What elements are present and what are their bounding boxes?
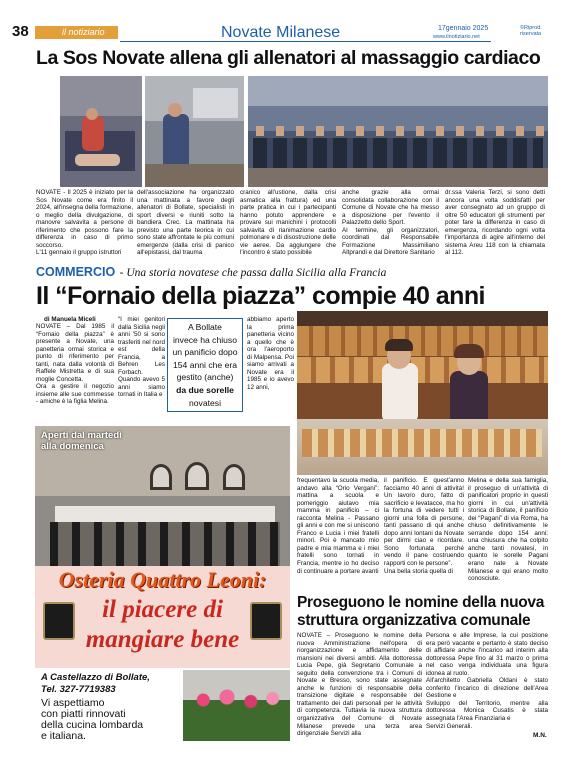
photo-bakery: [297, 311, 548, 475]
callout-line: invece ha chiuso: [172, 334, 238, 345]
lion-logo-right: [250, 602, 282, 640]
mirror-2: [185, 462, 209, 490]
ad-address: A Castellazzo di Bollate,: [41, 672, 150, 683]
article2-kicker-line: [36, 263, 386, 281]
article2-col6: Melina e della sua famiglia, il proseguo di un'attività di panificatori proprio in questi giorni in cui un'attività storica di Bollate, il panificio dei “Pagani” di via Roma, ha chiuso definitivamente le serrande dopo 154 anni: una chiusura che ha colpito anche tanti novatesi, in quanto le sorelle Pagani erano nate a Novate Milanese e qui erano molto conosciute.: [468, 477, 548, 583]
article1-headline: La Sos Novate allena gli allenatori al massaggio cardiaco: [36, 47, 541, 69]
callout-line: gestito (anche): [176, 372, 234, 383]
photo-instructor: [145, 76, 244, 187]
article2-col4: frequentavo la scuola media, andavo alla “Orio Vergani”: mattina a scuola e pomeriggio aiutavo mia mamma in panificio – ci racconta Melina - Passano gli anni e con me si uniscono Franco e Lucia i miei fratelli minori. Poi è mancato mio padre e mia mamma e i miei fratelli sono tornati in Francia, mentre io ho deciso di continuare a portare avanti: [297, 477, 379, 575]
article2-col1: NOVATE – Dal 1985 il “Fornaio della piazza” è presente a Novate, una panetteria ormai storica e punto di riferimento per tanti, nata dalla volontà di Raffele Mistretta e di sua moglie Concetta. Ora a gestire il negozio insieme alle sue commesse - amiche è la figlia Melina.: [36, 323, 114, 406]
osteria-ad: [35, 426, 290, 741]
article1-col4: anche grazie alla ormai consolidata collaborazione con il Comune di Novate che ha messo a disposizione per l'evento il Palazzetto dello Sport. Al termine, gli organizzatori, coordinati dal Responsabile Formazione Massimiliano Altprandi e dal Direttore Sanitario: [342, 189, 439, 257]
baker-left: [382, 363, 418, 423]
photo-cpr-training: [60, 76, 142, 187]
article3-col1: NOVATE – Proseguono le nomine della nuova Amministrazione nell'opera di riorganizzazione e affidamento delle mansioni nei diversi ambiti. Alla dottoressa Lucia Pepe, già Segretario Comunale a seguito della convenzione tra i Comuni di Novate e Bresso, sono state assegnate anche le funzioni di responsabile della transizione digitale e responsabile del trattamento dei dati personali per le attività di competenza. Tuttavia la nuova struttura organizzativa del Comune di Novate Milanese prevede una terza area dirigenziale Servizi alla: [297, 632, 422, 738]
callout-box: [167, 318, 243, 412]
article3-headline-2: struttura organizzativa comunale: [297, 612, 531, 629]
article3-col2: Persona e alle Imprese, la cui posizione era però vacante e pertanto è stato deciso di affidare anche l'incarico ad interim alla dottoressa Pepe fino al 31 marzo o prima nel caso venga individuata una figura idonea al ruolo. All'architetto Gabriella Oldani è stato conferito l'incarico di direzione dell'Area Gestione e Sviluppo del Territorio, mentre alla dottoressa Monica Cusatis è stata assegnata l'Area Finanziaria e Servizi Generali.: [426, 632, 548, 730]
ad-tagline-1: il piacere di: [102, 596, 223, 623]
article3-signature: M.N.: [533, 732, 547, 739]
page-number: 38: [12, 23, 29, 40]
callout-line: da due sorelle: [176, 384, 234, 395]
issue-date: 17gennaio 2025: [438, 25, 489, 32]
ad-phone[interactable]: Tel. 327-7719383: [41, 684, 116, 695]
flowers-photo: [183, 670, 290, 741]
article2-byline: di Manuela Miceli: [44, 316, 96, 323]
website-link[interactable]: www.ilnotiziario.net: [433, 34, 480, 40]
section-title: Novate Milanese: [221, 24, 341, 41]
flower-cluster: [189, 685, 284, 715]
article2-col5: il panificio. E quest'anno facciamo 40 anni di attività! Un lavoro duro, fatto di sacrificio e levatacce, ma ho la fortuna di vedere tutti i giorni una folla di persone, tanti passano di qui anche dopo anni lontani da Novate per dirmi ciao e ricordare. Sono fortunata perché vendo il pane costruendo rapporti con le persone”. Una bella storia quella di: [384, 477, 464, 575]
trainee-shape: [82, 116, 104, 151]
section-rule: [120, 41, 491, 42]
bread-shelf-top: [297, 326, 548, 356]
photo-audience: [248, 76, 548, 187]
brand-name: il notiziario: [62, 26, 105, 37]
ad-tagline-2: mangiare bene: [85, 626, 240, 653]
faces-row: [256, 126, 544, 136]
article2-col2: “I miei genitori dalla Sicilia negli anni '50 si sono trasferiti nel nord est della Francia, a Behren Les Forbach. Quando avevo 5 anni siamo tornati in Italia e: [118, 316, 165, 399]
callout-line: novatesi: [188, 397, 221, 408]
chairs-shape: [50, 522, 280, 566]
callout-line: A Bollate: [188, 322, 222, 332]
rights-notice: ©Riprod. riservata: [520, 25, 542, 37]
ad-body: Vi aspettiamo con piatti rinnovati della cucina lombarda e italiana.: [41, 697, 144, 742]
pastry-tray: [302, 429, 542, 457]
masthead: [0, 0, 580, 44]
article1-col1: NOVATE - Il 2025 è iniziato per la Sos Novate come era finito il 2024, all'insegna della formazione, o meglio della divulgazione, di manovre salvavita a persone di riferimento che possono fare la differenza in caso di primo soccorso. L'11 gennaio il gruppo istruttori: [36, 189, 133, 257]
bread-shelf-mid: [297, 357, 548, 383]
ad-restaurant-name: Osteria Quattro Leoni:: [58, 567, 267, 592]
seated-row: [253, 138, 543, 168]
article2-kicker-sub: - Una storia novatese che passa dalla Sicilia alla Francia: [119, 267, 387, 279]
lion-logo-left: [43, 602, 75, 640]
article1-col3: cranico all'ustione, dalla crisi asmatica alla frattura) ed una parte pratica in cui i partecipanti hanno potuto apprendere e provare sui manichini i protocolli salvavita di rianimazione cardio polmonare e di disostruzione delle vie aeree. Da aggiungere che l'incontro è stato possibile: [240, 189, 336, 257]
ad-banner: Aperti dal martedì alla domenica: [41, 430, 122, 452]
mirror-1: [150, 464, 172, 490]
instructor-shape: [163, 114, 189, 169]
callout-line: un panificio dopo: [172, 347, 238, 358]
article1-col5: dr.ssa Valeria Terzi, si sono detti ancora una volta soddisfatti per aver consegnato ad un gruppo di oltre 50 educatori gli strumenti per poter fare la differenza in caso di emergenza, ricordando ogni volta l'importanza di agire all'interno del sistema Areu 118 con la chiamata al 112.: [445, 189, 545, 257]
article2-kicker: COMMERCIO: [36, 265, 116, 279]
article1-col2: dell'associazione ha organizzato una mattinata a favore degli allenatori di Bollate, specialisti in sport diversi e riuniti sotto la bandiera Crec. La mattinata ha previsto una parte teorica in cui sono state affrontate le più comuni emergenze (dalla crisi di panico all'epistassi, dal trauma: [137, 189, 234, 257]
article2-col3: abbiamo aperto la prima panetteria vicino a quello che è ora l'aeroporto di Malpensa. Poi siamo arrivati a Novate era il 1985 e io avevo 12 anni,: [247, 316, 294, 391]
article3-headline-1: Proseguono le nomine della nuova: [297, 594, 545, 611]
manikin-shape: [75, 154, 120, 166]
article2-headline: Il “Fornaio della piazza” compie 40 anni: [36, 282, 485, 310]
mirror-3: [223, 464, 245, 490]
callout-line: 154 anni che era: [172, 359, 238, 370]
screen-shape: [193, 88, 238, 118]
